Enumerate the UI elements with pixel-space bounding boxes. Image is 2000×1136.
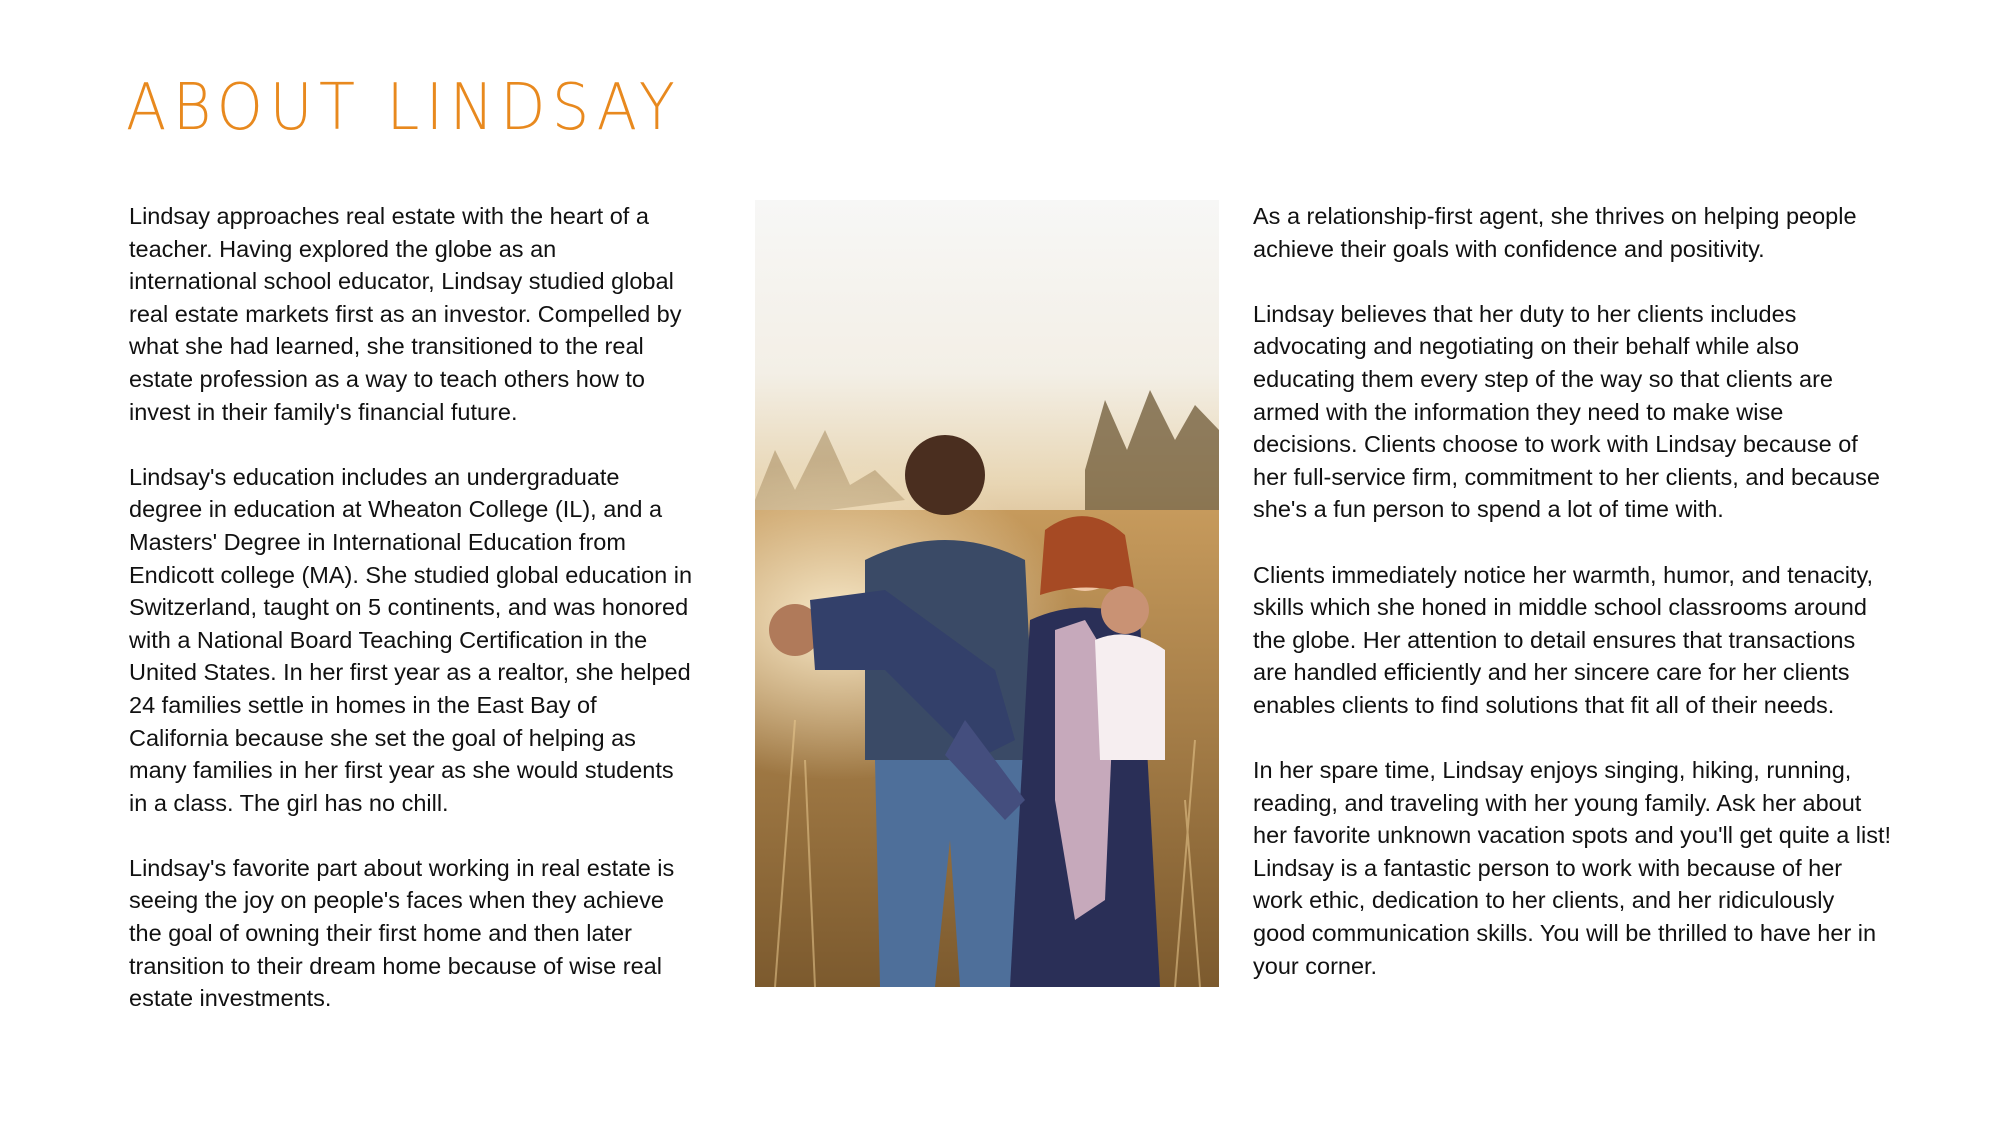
education-paragraph: Lindsay's education includes an undergraduate degree in education at Wheaton College (IL), and a Masters' Degree in International Education from Endicott college (MA). She studied global education in Switzerland, taught on 5 continents, and was honored with a National Board Teaching Certification in the United States. In her first year as a realtor, she helped 24 families settle in homes in the East Bay of California because she set the goal of helping as many families in her first year as she would students in a class. The girl has no chill.: [129, 463, 693, 816]
relationship-paragraph: As a relationship-first agent, she thrives on helping people achieve their goals with confidence and positivity.: [1253, 203, 1857, 262]
spare-time-paragraph: In her spare time, Lindsay enjoys singing, hiking, running, reading, and traveling with her young family. Ask her about her favorite unknown vacation spots and you'll get quite a list! Lindsay is a fantastic person to work with because of her work ethic, dedication to her clients, and her ridiculously good communication skills. You will be thrilled to have her in your corner.: [1253, 757, 1892, 979]
clients-notice-paragraph: Clients immediately notice her warmth, humor, and tenacity, skills which she honed in middle school classrooms around the globe. Her attention to detail ensures that transactions are handled efficiently and her sincere care for her clients enables clients to find solutions that fit all of their needs.: [1253, 561, 1873, 718]
left-text-column: [129, 200, 739, 1047]
favorite-part-paragraph: Lindsay's favorite part about working in real estate is seeing the joy on people's faces when they achieve the goal of owning their first home and then later transition to their dream home because of wise real estate investments.: [129, 854, 675, 1012]
family-photo: [755, 200, 1219, 987]
duty-paragraph: Lindsay believes that her duty to her clients includes advocating and negotiating on their behalf while also educating them every step of the way so that clients are armed with the information they need to make wise decisions. Clients choose to work with Lindsay because of her full-service firm, commitment to her clients, and because she's a fun person to spend a lot of time with.: [1253, 300, 1880, 523]
right-text-column: [1253, 200, 1953, 1015]
intro-paragraph: Lindsay approaches real estate with the heart of a teacher. Having explored the globe as an international school educator, Lindsay studied global real estate markets first as an investor. Compelled by what she had learned, she transitioned to the real estate profession as a way to teach others how to invest in their family's financial future.: [129, 203, 682, 425]
page-title: ABOUT LINDSAY: [126, 71, 682, 145]
